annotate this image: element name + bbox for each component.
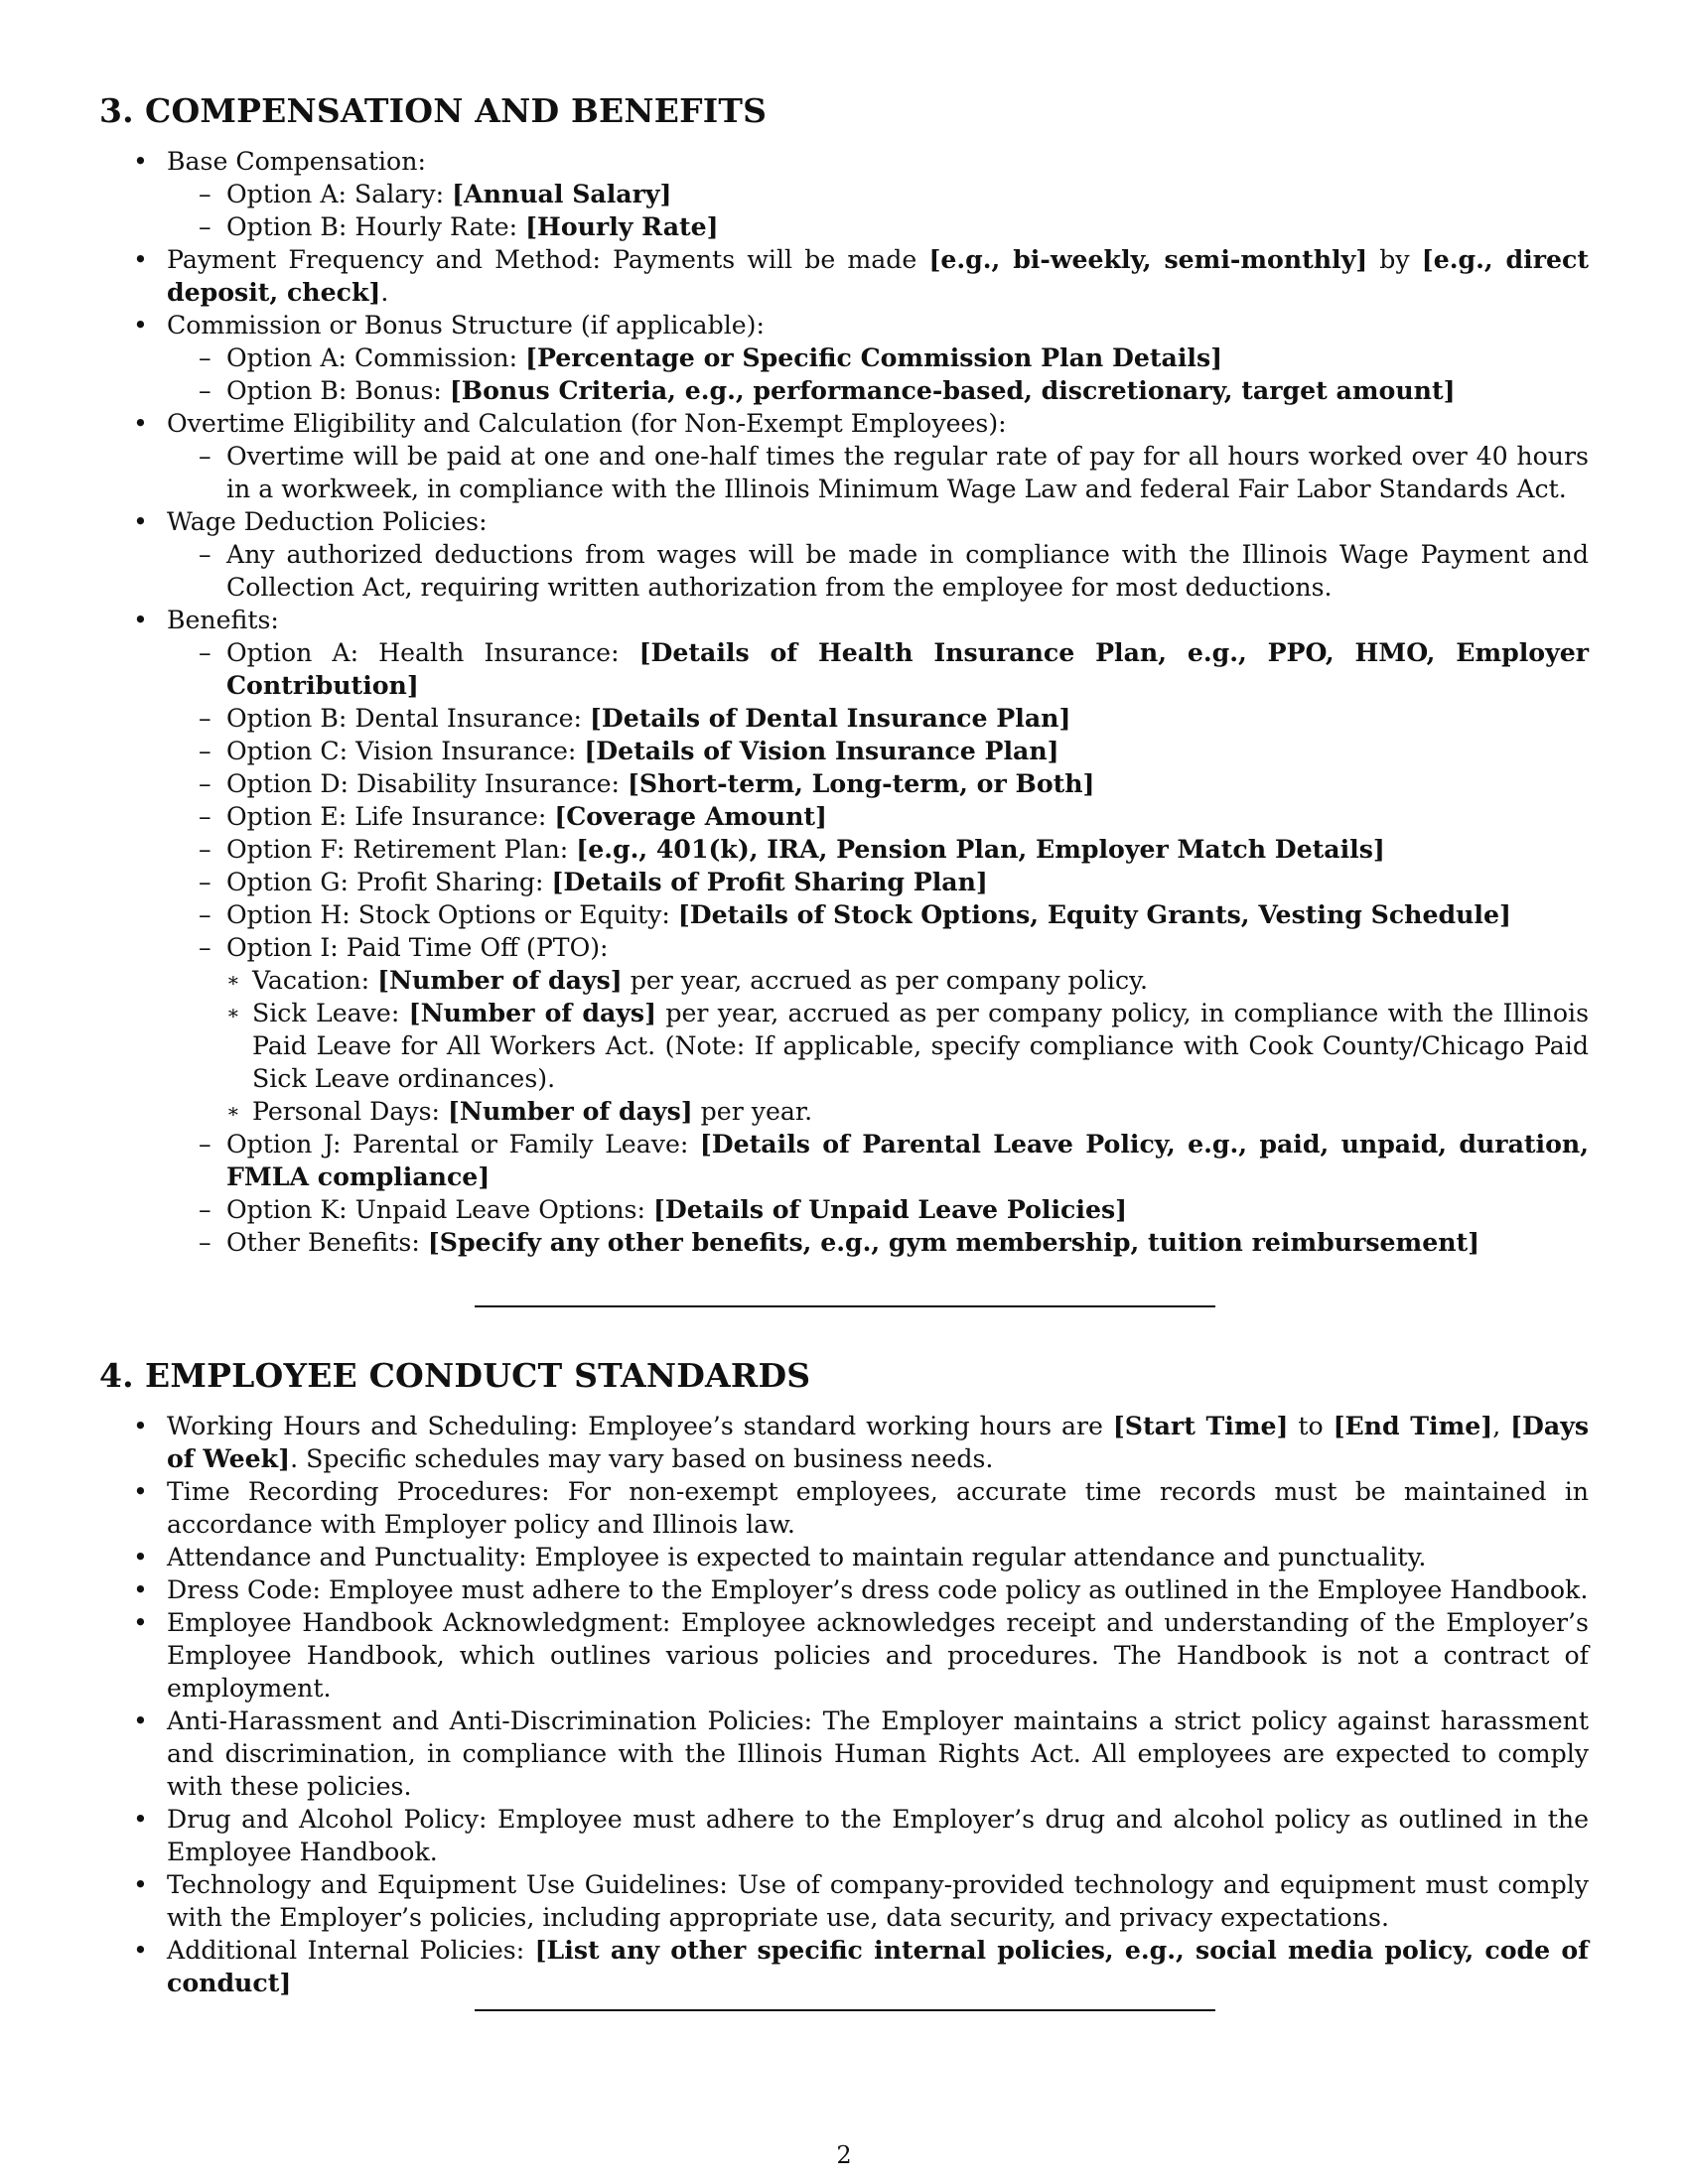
list-item [99,1541,1589,1573]
item-text: Other Benefits: [226,1228,428,1257]
placeholder-field: [Percentage or Specific Commission Plan Details] [525,342,1223,372]
placeholder-field: [Number of days] [408,998,656,1027]
item-text: per year. [692,1097,813,1126]
item-text: Option K: Unpaid Leave Options: [226,1195,653,1224]
placeholder-field: [Details of Dental Insurance Plan] [589,703,1071,733]
list-item [167,800,1589,833]
item-text: Drug and Alcohol Policy: Employee must adhere to the Employer’s drug and alcohol policy as outlined in the Employee Handbook. [167,1805,1589,1866]
list-item [167,440,1589,505]
list-item [99,243,1589,309]
placeholder-field: [Days of Week] [167,1411,1590,1473]
item-text: Attendance and Punctuality: Employee is expected to maintain regular attendance and punctuality. [167,1543,1427,1571]
placeholder-field: [Number of days] [448,1096,693,1126]
placeholder-field: [End Time] [1333,1411,1493,1440]
placeholder-field: [Bonus Criteria, e.g., performance-based, discretionary, target amount] [449,375,1456,405]
section-divider [475,1305,1215,1307]
list-item [167,702,1589,735]
item-text: Commission or Bonus Structure (if applicable): [167,311,765,340]
list-item [226,997,1589,1095]
conduct-list [99,1410,1589,1999]
item-text: Option G: Profit Sharing: [226,868,552,896]
item-text: Wage Deduction Policies: [167,507,488,536]
list-item [167,178,1589,210]
section-3-heading [99,91,1589,131]
list-item [167,1226,1589,1259]
item-text: by [1367,245,1422,274]
item-text: Option A: Commission: [226,343,526,372]
list-item [99,1934,1589,1999]
item-text: Employee Handbook Acknowledgment: Employee acknowledges receipt and understanding of the Employer’s Employee Handbook, which outlines various policies and procedures. The Handbook is not a contract of employment. [167,1608,1589,1703]
section-4 [99,1356,1589,1999]
item-text: per year, accrued as per company policy, in compliance with the Illinois Paid Leave for All Workers Act. (Note: If applicable, specify compliance with Cook County/Chicago Paid Sick Leave ordinances). [252,999,1589,1093]
item-text: Option B: Dental Insurance: [226,704,590,733]
item-text: Sick Leave: [252,999,409,1027]
item-text: Option D: Disability Insurance: [226,769,628,798]
list-item [167,898,1589,931]
section-title: EMPLOYEE CONDUCT STANDARDS [145,1356,811,1395]
placeholder-field: [e.g., bi-weekly, semi-monthly] [928,244,1368,274]
list-item [99,309,1589,407]
item-text: , [1492,1412,1511,1440]
list-item [99,407,1589,505]
item-text: Payment Frequency and Method: Payments will be made [167,245,929,274]
list-item [99,1606,1589,1705]
page-number: 2 [836,2141,852,2169]
section-number: 3. [99,91,134,130]
item-text: to [1288,1412,1334,1440]
item-text: Vacation: [252,966,378,995]
section-number: 4. [99,1356,134,1395]
item-text: Option J: Parental or Family Leave: [226,1130,700,1159]
list-item [99,1410,1589,1475]
item-text: . [380,278,389,307]
placeholder-field: [Hourly Rate] [525,211,719,241]
list-item [226,964,1589,997]
item-text: Option I: Paid Time Off (PTO): [226,933,609,962]
placeholder-field: [List any other specific internal policies, e.g., social media policy, code of conduct] [167,1935,1589,1997]
compensation-list [99,145,1589,1259]
list-item [167,538,1589,604]
item-text: Option A: Salary: [226,180,453,208]
item-text: Option E: Life Insurance: [226,802,555,831]
list-item [167,1128,1589,1193]
list-item [167,833,1589,866]
item-text: Option B: Bonus: [226,376,450,405]
item-text: Benefits: [167,606,279,634]
item-text: Option B: Hourly Rate: [226,212,526,241]
list-item [99,1573,1589,1606]
list-item [167,210,1589,243]
list-item [99,1868,1589,1934]
placeholder-field: [Details of Stock Options, Equity Grants, Vesting Schedule] [677,899,1511,929]
item-text: Additional Internal Policies: [167,1936,535,1965]
list-item [167,374,1589,407]
item-text: Anti-Harassment and Anti-Discrimination Policies: The Employer maintains a strict policy against harassment and discrimination, in compliance with the Illinois Human Rights Act. All employees are expected to comply with these policies. [167,1706,1589,1801]
list-item [167,636,1589,702]
placeholder-field: [Coverage Amount] [554,801,827,831]
list-item [226,1095,1589,1128]
list-item [99,505,1589,604]
placeholder-field: [Short-term, Long-term, or Both] [627,768,1095,798]
item-text: Option F: Retirement Plan: [226,835,577,864]
placeholder-field: [Details of Unpaid Leave Policies] [652,1194,1128,1224]
item-text: per year, accrued as per company policy. [622,966,1148,995]
item-text: Overtime will be paid at one and one-half times the regular rate of pay for all hours worked over 40 hours in a workweek, in compliance with the Illinois Minimum Wage Law and federal Fair Labor Standards Act. [226,442,1589,503]
placeholder-field: [Details of Parental Leave Policy, e.g., paid, unpaid, duration, FMLA compliance] [226,1129,1589,1191]
placeholder-field: [e.g., direct deposit, check] [167,244,1589,307]
list-item [99,145,1589,243]
list-item [99,1475,1589,1541]
list-item [167,341,1589,374]
item-text: Working Hours and Scheduling: Employee’s standard working hours are [167,1412,1113,1440]
placeholder-field: [Specify any other benefits, e.g., gym membership, tuition reimbursement] [427,1227,1480,1257]
placeholder-field: [Details of Vision Insurance Plan] [584,736,1059,765]
placeholder-field: [Details of Profit Sharing Plan] [551,867,988,896]
list-item [167,866,1589,898]
item-text: Option H: Stock Options or Equity: [226,900,678,929]
section-3 [99,91,1589,1259]
item-text: Option A: Health Insurance: [226,638,639,667]
placeholder-field: [Details of Health Insurance Plan, e.g., PPO, HMO, Employer Contribution] [226,637,1589,700]
placeholder-field: [e.g., 401(k), IRA, Pension Plan, Employer Match Details] [576,834,1385,864]
list-item [167,1193,1589,1226]
item-text: Technology and Equipment Use Guidelines: Use of company-provided technology and equipment must comply with the Employer’s policies, including appropriate use, data security, and privacy expectations. [167,1870,1589,1932]
item-text: Overtime Eligibility and Calculation (for Non-Exempt Employees): [167,409,1007,438]
item-text: Dress Code: Employee must adhere to the Employer’s dress code policy as outlined in the Employee Handbook. [167,1575,1589,1604]
item-text: Any authorized deductions from wages will be made in compliance with the Illinois Wage Payment and Collection Act, requiring written authorization from the employee for most deductions. [226,540,1589,602]
section-divider [475,2009,1215,2011]
placeholder-field: [Annual Salary] [452,179,672,208]
list-item [167,735,1589,767]
list-item [99,1803,1589,1868]
placeholder-field: [Number of days] [377,965,623,995]
item-text: Base Compensation: [167,147,426,176]
section-4-heading [99,1356,1589,1396]
list-item [167,931,1589,1128]
list-item [99,604,1589,1259]
item-text: Personal Days: [252,1097,449,1126]
placeholder-field: [Start Time] [1112,1411,1289,1440]
item-text: Time Recording Procedures: For non-exempt employees, accurate time records must be maintained in accordance with Employer policy and Illinois law. [167,1477,1589,1539]
section-title: COMPENSATION AND BENEFITS [145,91,768,130]
list-item [167,767,1589,800]
item-text: . Specific schedules may vary based on business needs. [290,1444,994,1473]
list-item [99,1705,1589,1803]
item-text: Option C: Vision Insurance: [226,737,585,765]
